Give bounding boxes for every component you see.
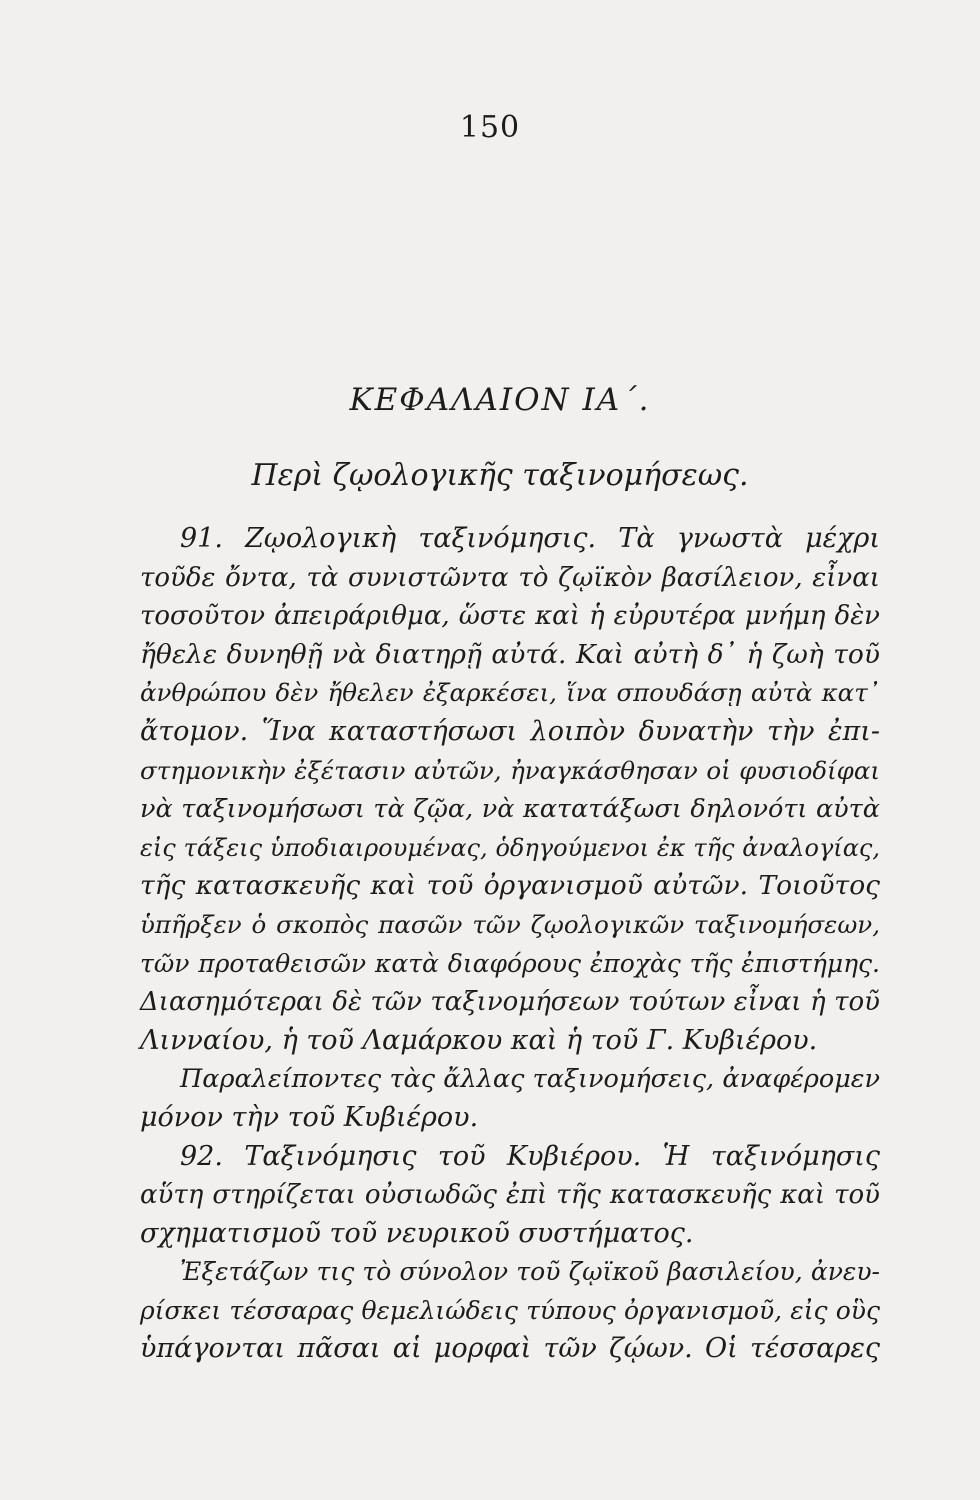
text-line: Ἐξετάζων τις τὸ σύνολον τοῦ ζῳϊκοῦ βασιλείου, ἀνευ- <box>180 1257 880 1287</box>
text-line: τοσοῦτον ἀπειράριθμα, ὥστε καὶ ἡ εὐρυτέρα μνήμη δὲν <box>140 601 880 632</box>
text-line: ὑπῆρξεν ὁ σκοπὸς πασῶν τῶν ζῳολογικῶν ταξινομήσεων, <box>140 909 880 939</box>
text-line: στημονικὴν ἐξέτασιν αὐτῶν, ἠναγκάσθησαν οἱ φυσιοδίφαι <box>140 755 880 785</box>
text-line: τοῦδε ὄντα, τὰ συνιστῶντα τὸ ζῳϊκὸν βασίλειον, εἶναι <box>140 562 880 593</box>
text-line: ἀνθρώπου δὲν ἤθελεν ἐξαρκέσει, ἵνα σπουδάσῃ αὐτὰ κατ᾽ <box>140 678 880 708</box>
text-line: μόνον τὴν τοῦ Κυβιέρου. <box>140 1101 479 1133</box>
text-line: τῶν προταθεισῶν κατὰ διαφόρους ἐποχὰς τῆς ἐπιστήμης. <box>140 948 880 978</box>
chapter-title: ΚΕΦΑΛΑΙΟΝ ΙΑ΄. <box>349 382 651 418</box>
text-line: Διασημότεραι δὲ τῶν ταξινομήσεων τούτων εἶναι ἡ τοῦ <box>140 987 880 1018</box>
text-line: νὰ ταξινομήσωσι τὰ ζῷα, νὰ κατατάξωσι δηλονότι αὐτὰ <box>140 794 880 825</box>
body-text <box>140 520 880 1369</box>
text-line: αὕτη στηρίζεται οὐσιωδῶς ἐπὶ τῆς κατασκευῆς καὶ τοῦ <box>140 1180 880 1211</box>
text-line: 91. Ζῳολογικὴ ταξινόμησις. Τὰ γνωστὰ μέχρι <box>180 523 880 554</box>
text-line: ἄτομον. Ἵνα καταστήσωσι λοιπὸν δυνατὴν τὴν ἐπι- <box>140 715 880 747</box>
text-line: τῆς κατασκευῆς καὶ τοῦ ὀργανισμοῦ αὐτῶν. Τοιοῦτος <box>140 870 880 902</box>
text-line: Λινναίου, ἡ τοῦ Λαμάρκου καὶ ἡ τοῦ Γ. Κυβιέρου. <box>140 1024 818 1056</box>
text-line: 92. Ταξινόμησις τοῦ Κυβιέρου. Ἡ ταξινόμησις <box>180 1140 880 1172</box>
text-line: εἰς τάξεις ὑποδιαιρουμένας, ὁδηγούμενοι ἐκ τῆς ἀναλογίας, <box>140 833 880 862</box>
section-title: Περὶ ζῳολογικῆς ταξινομήσεως. <box>251 458 749 493</box>
text-line: σχηματισμοῦ τοῦ νευρικοῦ συστήματος. <box>140 1217 694 1249</box>
text-line: Παραλείποντες τὰς ἄλλας ταξινομήσεις, ἀναφέρομεν <box>180 1064 880 1095</box>
text-line: ὑπάγονται πᾶσαι αἱ μορφαὶ τῶν ζῴων. Οἱ τέσσαρες <box>140 1333 880 1365</box>
text-line: ρίσκει τέσσαρας θεμελιώδεις τύπους ὀργανισμοῦ, εἰς οὓς <box>140 1295 880 1325</box>
text-line: ἤθελε δυνηθῇ νὰ διατηρῇ αὐτά. Καὶ αὐτὴ δ᾽ ἡ ζωὴ τοῦ <box>140 638 880 670</box>
page-number: 150 <box>459 110 521 145</box>
